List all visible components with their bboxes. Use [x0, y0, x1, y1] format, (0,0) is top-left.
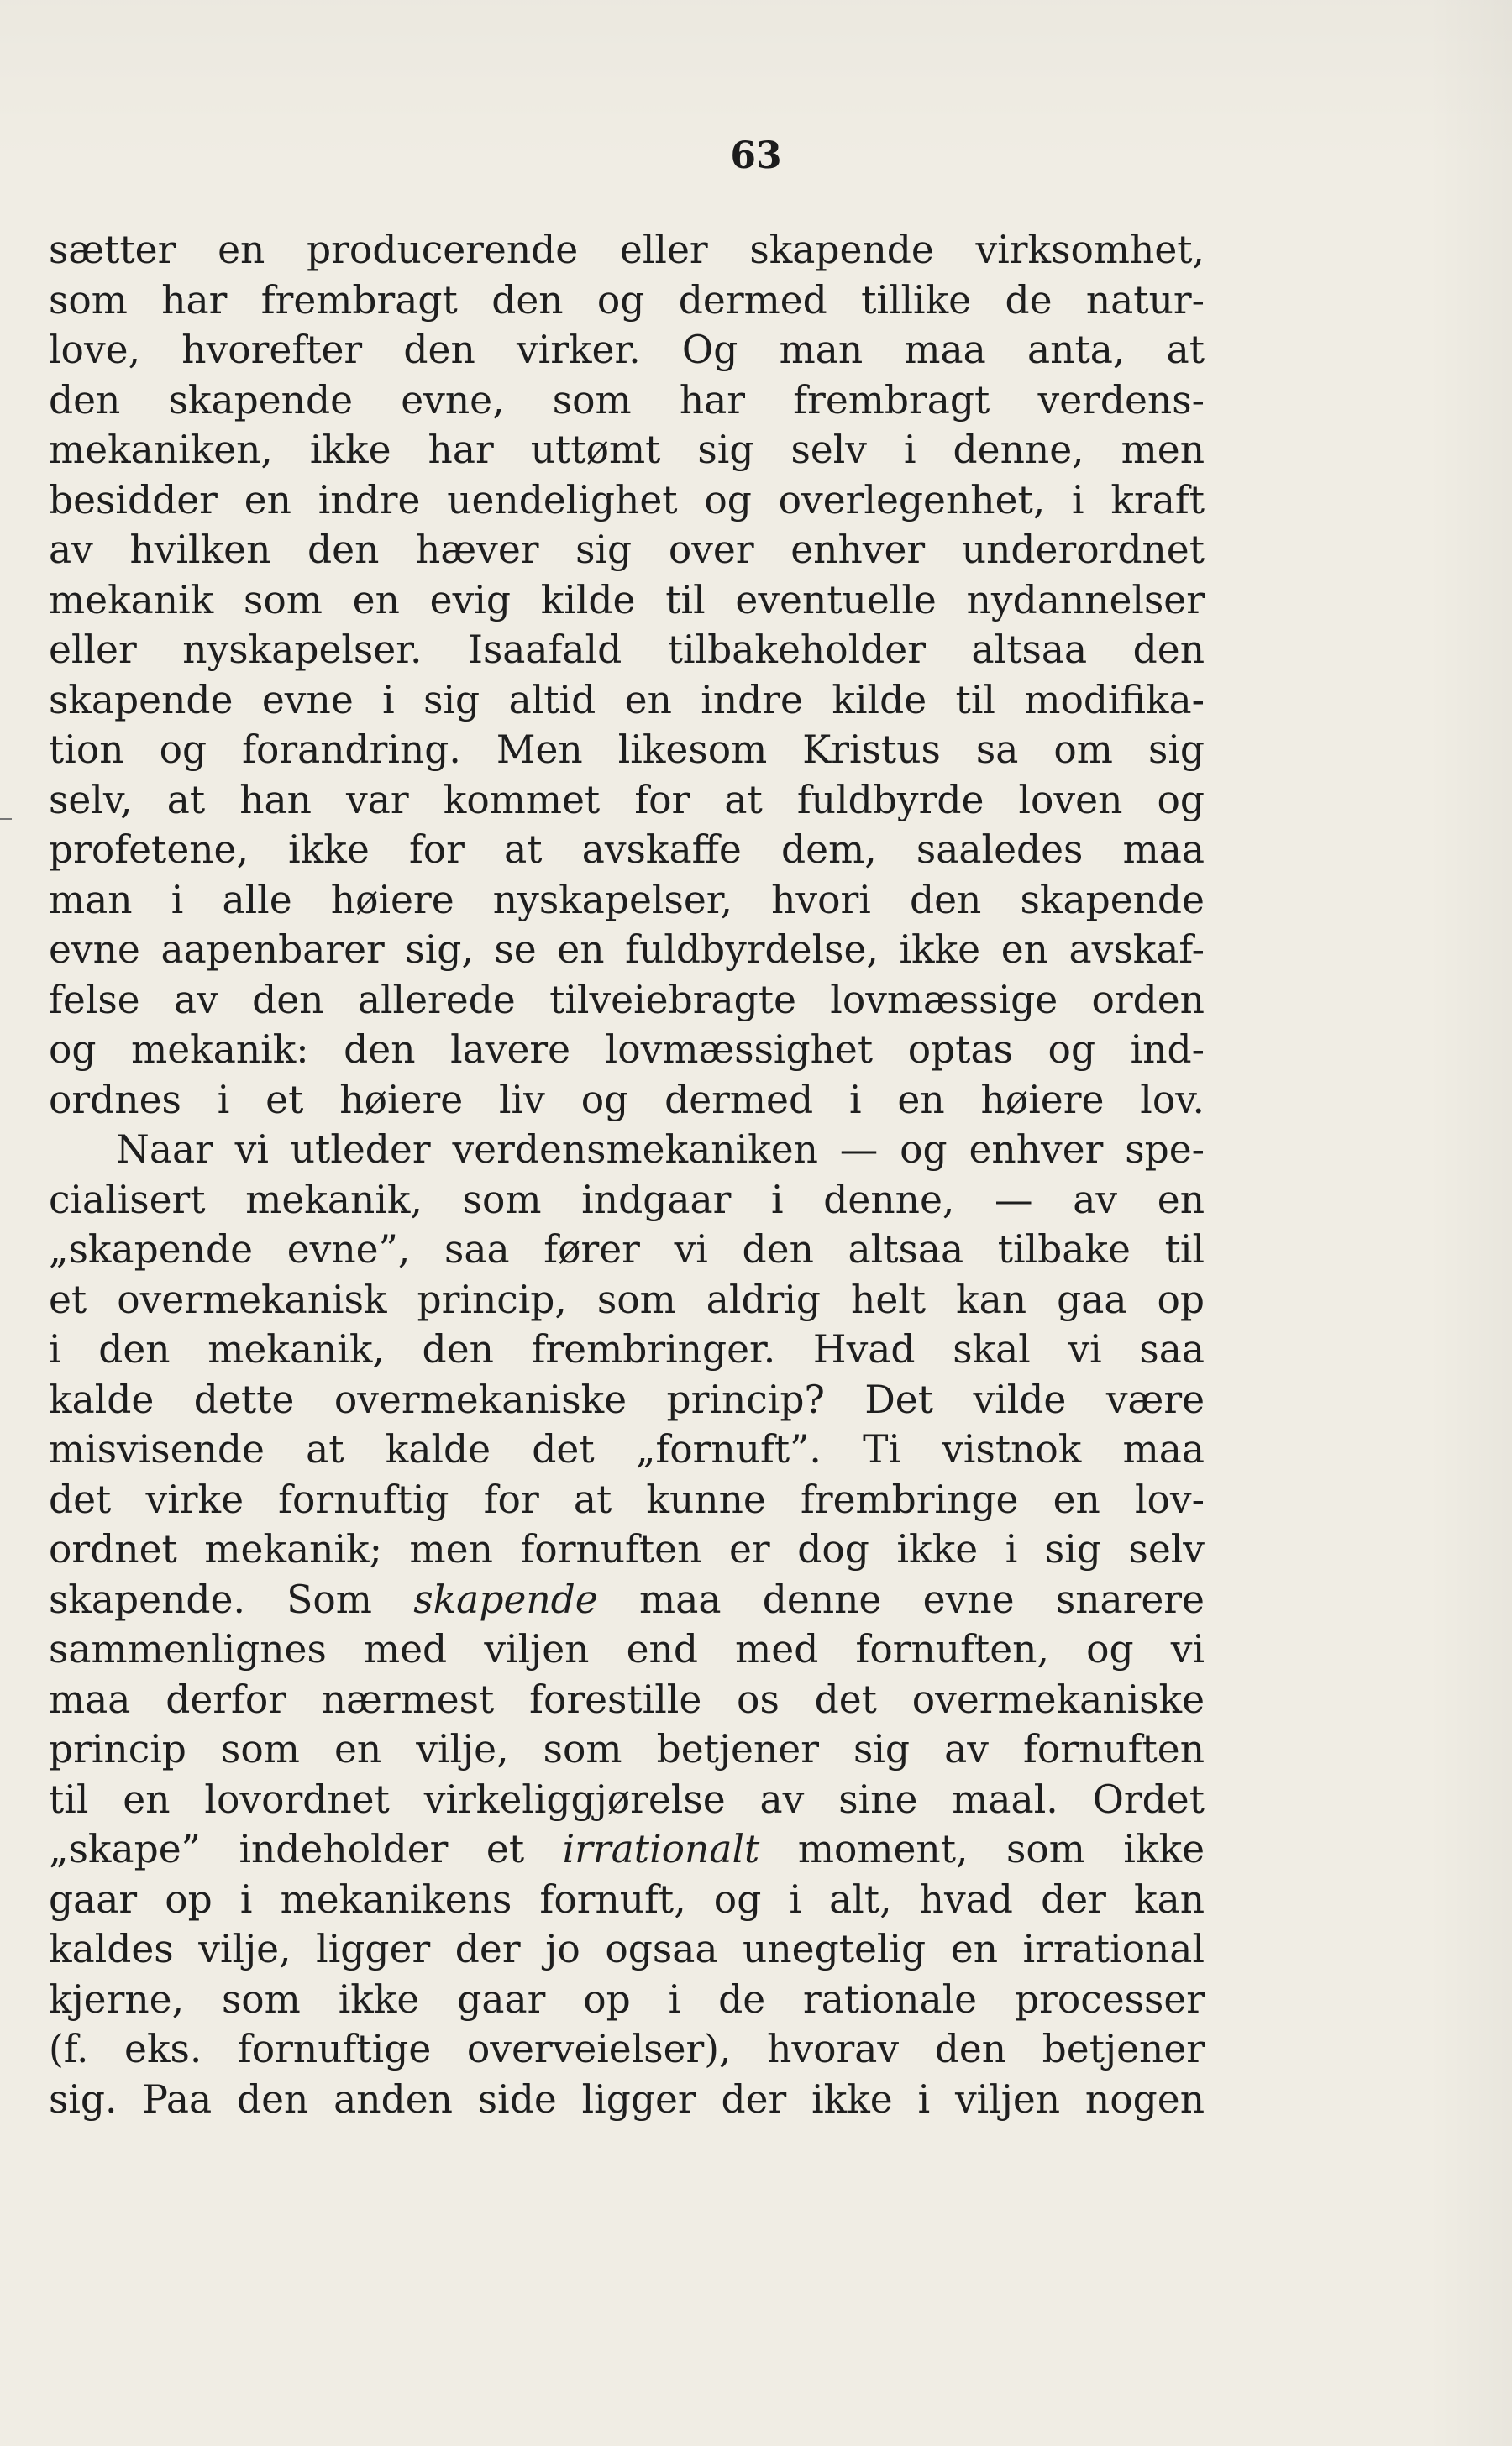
text-line: sig. Paa den anden side ligger der ikke i viljen nogen: [49, 2076, 1205, 2122]
text-line: som har frembragt den og dermed tillike de natur-: [49, 277, 1205, 323]
text-line: den skapende evne, som har frembragt verdens-: [49, 377, 1205, 423]
margin-mark: [0, 818, 12, 820]
text-line: ordnet mekanik; men fornuften er dog ikke i sig selv: [49, 1527, 1205, 1572]
text-line: eller nyskapelser. Isaafald tilbakeholder altsaa den: [49, 627, 1205, 672]
text-line: i den mekanik, den frembringer. Hvad skal vi saa: [49, 1327, 1205, 1372]
text-line: man i alle høiere nyskapelser, hvori den skapende: [49, 877, 1205, 922]
text-line: selv, at han var kommet for at fuldbyrde loven og: [49, 777, 1205, 822]
text-line: felse av den allerede tilveiebragte lovmæssige orden: [49, 977, 1205, 1022]
text-line: tion og forandring. Men likesom Kristus sa om sig: [49, 727, 1205, 772]
text-line: mekanik som en evig kilde til eventuelle nydannelser: [49, 577, 1205, 622]
text-line: Naar vi utleder verdensmekaniken — og enhver spe-: [116, 1127, 1205, 1172]
text-line: profetene, ikke for at avskaffe dem, saaledes maa: [49, 827, 1205, 872]
text-line: misvisende at kalde det „fornuft”. Ti vistnok maa: [49, 1427, 1205, 1472]
text-line: princip som en vilje, som betjener sig av fornuften: [49, 1727, 1205, 1772]
text-line: kjerne, som ikke gaar op i de rationale processer: [49, 1976, 1205, 2022]
text-line: sammenlignes med viljen end med fornuften, og vi: [49, 1627, 1205, 1672]
text-line: skapende. Som skapende maa denne evne snarere: [49, 1577, 1205, 1622]
text-line: kaldes vilje, ligger der jo ogsaa unegtelig en irrational: [49, 1927, 1205, 1971]
page-number: 63: [730, 134, 782, 177]
text-line: mekaniken, ikke har uttømt sig selv i denne, men: [49, 428, 1205, 472]
text-line: evne aapenbarer sig, se en fuldbyrdelse, ikke en avskaf-: [49, 927, 1205, 972]
text-line: love, hvorefter den virker. Og man maa anta, at: [49, 328, 1205, 372]
text-line: det virke fornuftig for at kunne frembringe en lov-: [49, 1477, 1205, 1522]
text-line: av hvilken den hæver sig over enhver underordnet: [49, 528, 1205, 572]
text-line: besidder en indre uendelighet og overlegenhet, i kraft: [49, 477, 1205, 522]
text-line: kalde dette overmekaniske princip? Det vilde være: [49, 1377, 1205, 1422]
text-line: et overmekanisk princip, som aldrig helt kan gaa op: [49, 1277, 1205, 1322]
text-line: til en lovordnet virkeliggjørelse av sine maal. Ordet: [49, 1777, 1205, 1822]
text-line: cialisert mekanik, som indgaar i denne, — av en: [49, 1177, 1205, 1222]
text-line: „skapende evne”, saa fører vi den altsaa tilbake til: [49, 1227, 1205, 1272]
text-line: sætter en producerende eller skapende virksomhet,: [49, 228, 1205, 272]
text-line: „skape” indeholder et irrationalt moment, som ikke: [49, 1827, 1205, 1871]
text-line: (f. eks. fornuftige overveielser), hvorav den betjener: [49, 2027, 1205, 2071]
text-line: gaar op i mekanikens fornuft, og i alt, hvad der kan: [49, 1876, 1205, 1922]
body-text: [49, 225, 1205, 2124]
text-line: ordnes i et høiere liv og dermed i en høiere lov.: [49, 1077, 1205, 1122]
text-line: skapende evne i sig altid en indre kilde til modifika-: [49, 677, 1205, 722]
text-line: og mekanik: den lavere lovmæssighet optas og ind-: [49, 1027, 1205, 1072]
text-line: maa derfor nærmest forestille os det overmekaniske: [49, 1677, 1205, 1722]
